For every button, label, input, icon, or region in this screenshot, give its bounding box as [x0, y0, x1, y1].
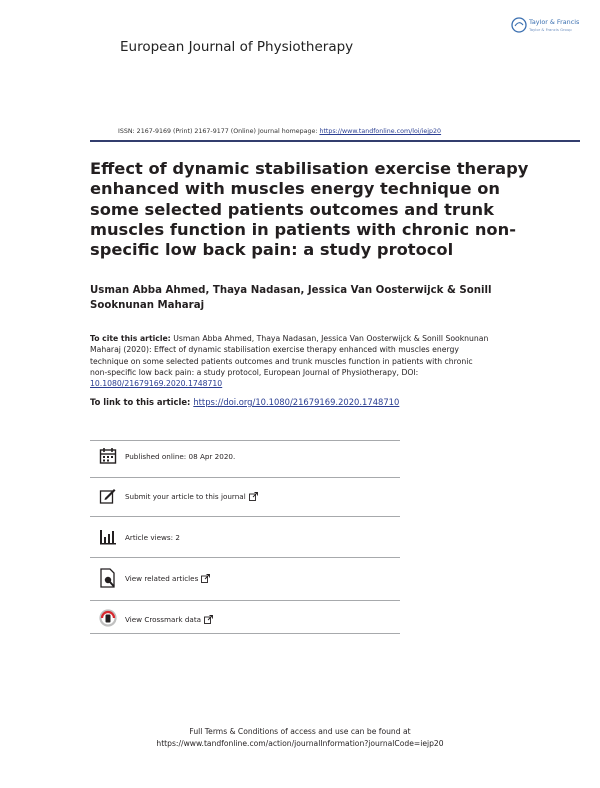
divider	[90, 600, 400, 601]
publisher-logo[interactable]	[511, 17, 585, 37]
citation-block	[90, 333, 490, 389]
divider	[90, 557, 400, 558]
external-link-icon	[249, 492, 258, 501]
citation-label: To cite this article:	[90, 334, 171, 343]
crossmark-row[interactable]	[99, 609, 213, 629]
divider	[90, 516, 400, 517]
related-articles-row[interactable]	[99, 568, 210, 588]
publisher-logo-name: Taylor & Francis	[529, 18, 580, 26]
divider	[90, 440, 400, 441]
issn-line	[118, 128, 441, 135]
header-divider	[90, 140, 580, 142]
article-link-label: To link to this article:	[90, 397, 194, 407]
crossmark-link[interactable]: View Crossmark data	[125, 614, 202, 624]
journal-homepage-link[interactable]: https://www.tandfonline.com/loi/iejp20	[319, 128, 442, 135]
issn-text: ISSN: 2167-9169 (Print) 2167-9177 (Online) Journal homepage:	[118, 128, 320, 135]
publisher-logo-icon	[511, 17, 527, 33]
doi-link[interactable]: 10.1080/21679169.2020.1748710	[90, 379, 223, 389]
article-views-row	[99, 527, 180, 547]
publisher-logo-subtitle: Taylor & Francis Group	[529, 27, 572, 32]
footer-journal-info-link[interactable]: https://www.tandfonline.com/action/journalInformation?journalCode=iejp20	[156, 739, 444, 748]
journal-title: European Journal of Physiotherapy	[120, 39, 354, 55]
related-articles-icon	[99, 568, 117, 588]
article-link-line	[90, 397, 399, 407]
citation-text: Usman Abba Ahmed, Thaya Nadasan, Jessica Van Oosterwijck & Sonill Sooknunan Maharaj (2020): Effect of dynamic stabilisation exercise therapy enhanced with muscles energy technique on some selected patients outcomes and trunk muscles function in patients with chronic non-specific low back pain: a study protocol, European Journal of Physiotherapy, DOI:	[90, 334, 489, 377]
external-link-icon	[204, 615, 213, 624]
footer	[0, 726, 600, 750]
article-title: Effect of dynamic stabilisation exercise therapy enhanced with muscles energy technique on some selected patients outcomes and trunk muscles function in patients with chronic non-specific low back pain: a study protocol	[90, 159, 529, 260]
published-online-row	[99, 446, 235, 466]
submit-article-link[interactable]: Submit your article to this journal	[125, 491, 246, 501]
divider	[90, 477, 400, 478]
article-views-text: Article views: 2	[125, 532, 180, 542]
article-authors: Usman Abba Ahmed, Thaya Nadasan, Jessica Van Oosterwijck & Sonill Sooknunan Maharaj	[90, 285, 492, 311]
external-link-icon	[201, 574, 210, 583]
submit-edit-icon	[99, 487, 117, 505]
submit-article-row[interactable]	[99, 486, 258, 506]
article-link-url[interactable]: https://doi.org/10.1080/21679169.2020.1748710	[193, 397, 400, 407]
related-articles-link[interactable]: View related articles	[125, 573, 199, 583]
calendar-icon	[99, 447, 117, 465]
published-online-text: Published online: 08 Apr 2020.	[125, 451, 236, 461]
crossmark-icon	[99, 609, 117, 629]
footer-terms-text: Full Terms & Conditions of access and use can be found at	[189, 727, 411, 736]
divider	[90, 633, 400, 634]
bar-chart-icon	[99, 528, 117, 546]
